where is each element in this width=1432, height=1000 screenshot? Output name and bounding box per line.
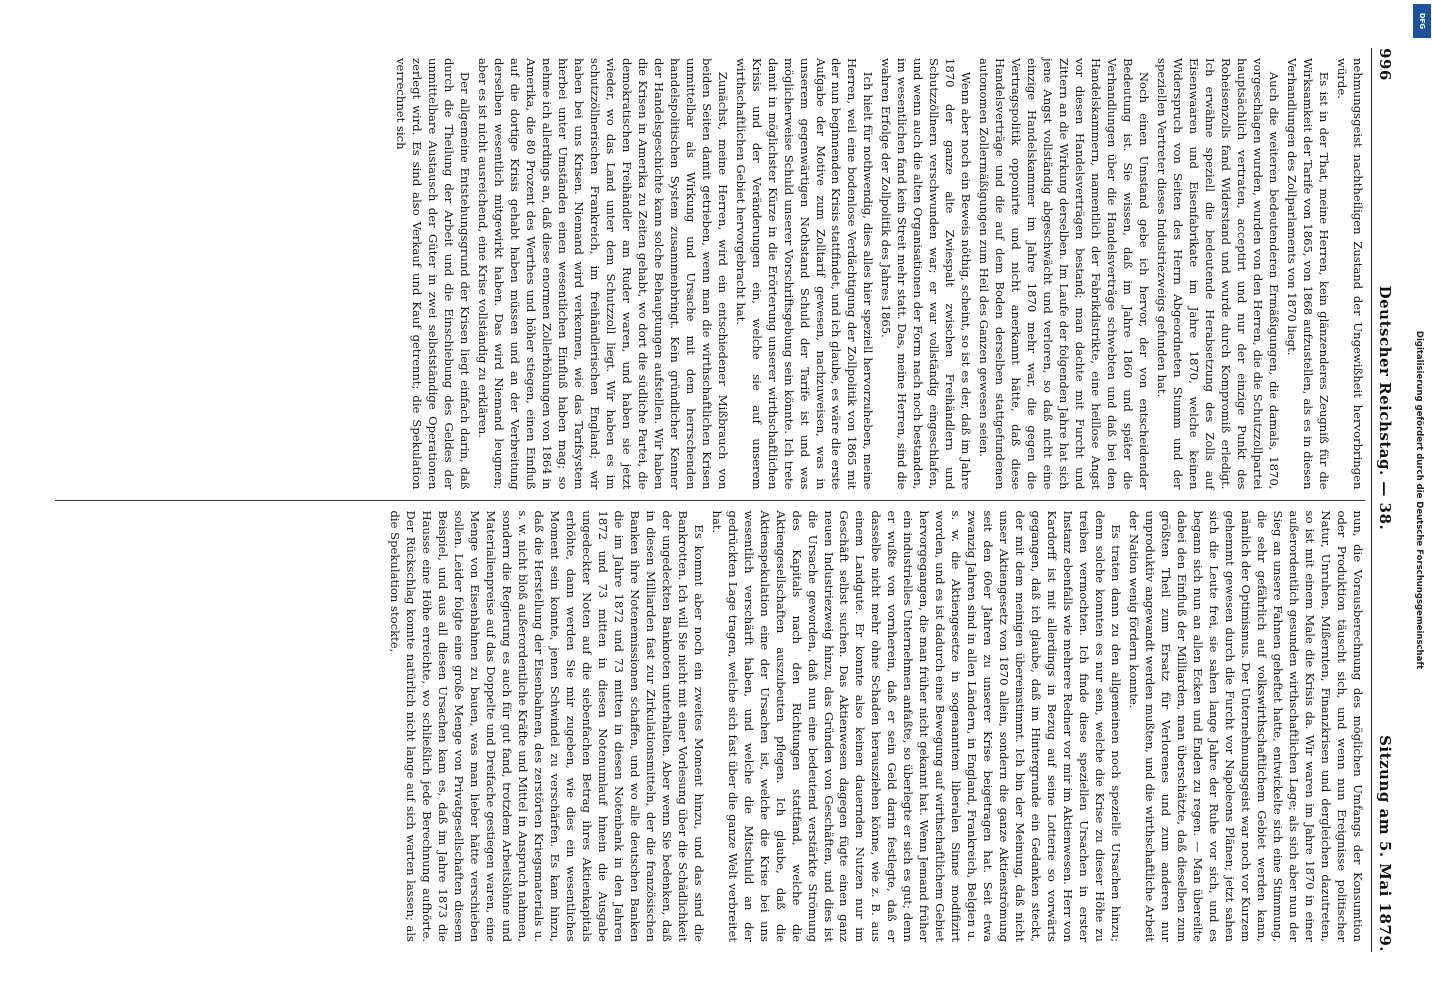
- digitization-note: [1410, 0, 1428, 1000]
- session-date: Sitzung am 5. Mai 1879.: [1376, 735, 1394, 952]
- paragraph: nun, die Vorausberechnung des möglichen Umfangs der Konsumtion oder Produktion täuscht sich, und wenn nun Ereignisse politischer Natur, Unruhen, Mißernten, Finanzkrisen und dergleichen dazutreten, so ist mit einem Male die Krisis da. Wir waren im Jahre 1870 in einer außerordentlich gesunden wirthschaftlichen Lage; als sich aber nun der Sieg an unsere Fahnen geheftet hatte, entwickelte sich eine Stimmung, die sehr gefährlich auf volkswirthschaftlichem Gebiet werden kann, nämlich der Optimismus. Der Unternehmungsgeist war noch vor Kurzem gehemmt gewesen durch die Furcht vor Napoleons Plänen; jetzt sahen sich die Leute frei, sie sahen lange Jahre der Ruhe vor sich, und es begann sich nun an allen Ecken und Enden zu regen. — Man übereilte dabei den Einfluß der Milliarden, man überschätzte, daß dieselben zum größten Theil zum Ersatz für Verlorenes und zum anderen nur unproduktiv angewandt werden mußten, und die wirthschaftliche Arbeit der Nation wenig fördern konnte.: [1127, 510, 1365, 942]
- rotated-page: [26, 30, 1406, 970]
- page-header: [1371, 48, 1394, 952]
- dfg-logo-text: DFG: [1418, 12, 1426, 30]
- paragraph: Der allgemeine Entstehungsgrund der Krisen liegt einfach darin, daß durch die Theilung der Arbeit und die Einschiebung des Geldes der unmittelbare Austausch der Güter in zwei selbstständige Operationen zerlegt wird. Es sind also Verkauf und Kauf getrennt; die Spekulation verrechnet sich: [393, 58, 472, 490]
- text-columns: [55, 48, 1365, 952]
- paragraph: Auch die weiteren bedeutenderen Ermäßigungen, die damals, 1870, vorgeschlagen wurden, wurden von den Herren, die die Schutzzollpartei hauptsächlich vertraten, acceptirt und nur der einzige Punkt des Roheisenzolls fand Widerstand und wurde durch Kompromiß erledigt. Ich erwähne speziell die bedeutende Herabsetzung des Zolls auf Eisenwaaren und Eisenfabrikate im Jahre 1870, welche keinen Widerspruch von Seiten des Herrn Abgeordneten Stumm und der speziellen Vertreter dieses Industriezweigs gefunden hat.: [1155, 58, 1282, 490]
- paragraph: Noch einen Umstand gebe ich hervor, der von entscheidender Bedeutung ist. Sie wissen, daß im Jahre 1860 und später die Verhandlungen über die Handelsverträge schwebten und daß bei den Handelskammern, namentlich der Fabrikdistrikte, eine heillose Angst vor diesen Handelsverträgen bestand; man dachte mit Furcht und Zittern an die Wirkung derselben. Im Laufe der folgenden Jahre hat sich jene Angst vollständig abgeschwächt und verloren, so daß nicht eine einzige Handelskammer im Jahre 1870 mehr war, die gegen die Vertragspolitik opponirte und nicht anerkannt hätte, daß diese Handelsverträge und die auf dem Boden derselben stattgefundenen autonomen Zollermäßigungen zum Heil des Ganzen gewesen seien.: [977, 58, 1152, 490]
- paragraph: Wenn aber noch ein Beweis nöthig, scheint, so ist es der, daß im Jahre 1870 der ganze alte Zwiespalt zwischen Freihändlern und Schutzzöllnern verschwunden war; er war vollständig eingeschlafen, und wenn auch die alten Organisationen der Form nach noch bestanden, im wesentlichen fand kein Streit mehr statt. Das, meine Herren, sind die wahren Erfolge der Zollpolitik des Jahres 1865.: [879, 58, 974, 490]
- paragraph: Ich hielt für nothwendig, dies alles hier speziell hervorzuheben, meine Herren, weil eine bodenlose Verdächtigung der Zollpolitik von 1865 mit der nun beginnenden Krisis stattfindet, und ich glaube, es wäre die erste Aufgabe der Motive zum Zolltarif gewesen, nachzuweisen, was in unserem gegenwärtigen Nothstand Schuld der Tarife ist und was möglicherweise Schuld unserer Vorschriftsgebung sein könnte. Ich trete damit in möglichster Kürze in die Erörterung unserer wirthschaftlichen Krisis und der Veränderungen ein, welche sie auf unserem wirthschaftlichen Gebiet hervorgebracht hat.: [733, 58, 876, 490]
- publication-title: Deutscher Reichstag. — 38.: [1376, 285, 1394, 531]
- paragraph: Es traten dann zu den allgemeinen noch spezielle Ursachen hinzu; denn solche konnten es nur sein, welche die Krise zu dieser Höhe zu treiben vermochten. Ich finde diese speziellen Ursachen in erster Instanz ebenfalls wie mehrere Redner vor mir im Aktienwesen. Herr von Kardorff ist mit allerdings in Bezug auf seine Lotterie so vorwärts gegangen, daß ich glaube, daß im Hintergrunde ein Gedanken steckt, der mit dem meinigen übereinstimmt. Ich bin der Meinung, daß nicht unser Aktiengesetz von 1870 allein, sondern die ganze Aktienströmung seit den 60er Jahren zu unserer Krise beigetragen hat. Seit etwa zwanzig Jahren sind in allen Ländern, in England, Frankreich, Belgien u. s. w. die Aktiengesetze in sogenanntem liberalen Sinne modifizirt worden, und es ist dadurch eine Bewegung auf wirthschaftlichem Gebiet hervorgegangen, die man früher nicht gekannt hat. Wenn Jemand früher ein industrielles Unternehmen anfaßte, so überlegte er sich es gut; denn er wußte von vornherein, daß er sein Geld darin festlegte, daß er dasselbe nicht mehr ohne Schaden herausziehen könne, wie z. B. aus einem Landgute. Er konnte also keinen dauernden Nutzen nur im Geschäft selbst suchen. Das Aktienwesen dagegen fügte einen ganz neuen Industriezweig hinzu, das Gründen von Geschäften, und dies ist die Ursache geworden, daß nun eine bedeutend verstärkte Strömung des Kapitals nach den Richtungen stattfand, welche die Aktiengesellschaften auszubeuten pflegen. Ich glaube, daß die Aktienspekulation eine der Ursachen ist, welche die Krise bei uns wesentlich verschärft haben, und welche die Mitschuld an der gedrückten Lage tragen, welche sich fast über die ganze Welt verbreitet hat.: [709, 510, 1124, 942]
- paragraph: Es ist in der That, meine Herren, kein glänzenderes Zeugniß für die Wirksamkeit der Tarife von 1865, von 1868 aufzustellen, als es in diesen Verhandlungen des Zollparlaments von 1870 liegt.: [1285, 58, 1332, 490]
- page-number: 996: [1376, 48, 1394, 81]
- text-column-right: [55, 500, 1365, 953]
- digitization-note-text: Digitalisierung gefördert durch die Deutsche Forschungsgemeinschaft: [1414, 330, 1425, 670]
- paragraph: Zunächst, meine Herren, wird ein entschiedener Mißbrauch von beiden Seiten damit getrieben, wenn man die wirthschaftlichen Krisen unmittelbar als Wirkung und Ursache mit dem herrschenden handelspolitischen System zusammenbringt. Kein gründlicher Kenner der Handelsgeschichte kann solche Behauptungen aufstellen. Wir haben die Krisen in Amerika zu Zeiten gehabt, wo dort die südliche Partei, die demokratischen Freihändler am Ruder waren, und haben sie jetzt wieder, wo das Land unter dem Schutzzoll liegt. Wir haben es im schutzzöllnerischen Frankreich, im freihändlerischen England; wir haben bei uns Krisen. Niemand wird verkennen, wie das Tarifsystem hierbei unter Umständen einen wesentlichen Einfluß haben mag; so nehme ich allerdings an, daß diese enormen Zollerhöhungen von 1864 in Amerika, die 80 Prozent des Werthes und höher stiegen, einen Einfluß auf die dortige Krisis gehabt haben müssen und an der Verbreitung derselben wesentlich mitgewirkt haben. Das wird Niemand leugnen; aber es ist nicht ausreichend, eine Krise vollständig zu erklären.: [475, 58, 730, 490]
- paragraph: nehmungsgeist nachtheiligen Zustand der Ungewißheit hervorbringen würde.: [1335, 58, 1365, 490]
- paragraph: Es kommt aber noch ein zweites Moment hinzu, und das sind die Bankrotten. Ich will Sie nicht mit einer Vorlesung über die Schädlichkeit der ungedeckten Banknoten unterhalten. Aber wenn Sie bedenken, daß in diesen Milliarden fast zur Zirkulationsmitteln, der die französischen Banken ihre Notenemissionen schaffen, und wo alle deutschen Banken die im Jahre 1872 und 73 mitten in diesen Notenbank in den Jahren 1872 und 73 mitten in diesen Notenumlauf hinein die Ausgabe ungedeckter Noten auf die siebenfachen Betrag ihres Aktienkapitals erhöhte, dann werden Sie mir zugeben, wie dies ein wesentliches Moment sein konnte, jenen Schwindel zu verschärfen. Es kam hinzu, daß die Herstellung der Eisenbahnen, des zerstörten Kriegsmaterials u. s. w. nicht bloß außerordentliche Kräfte und Mittel in Anspruch nahmen, sondern die Regierung es auch für gut fand, trotzdem Arbeitslöhne und Materialienpreise auf das Doppelte und Dreifache gestiegen waren, eine Menge von Eisenbahnen zu bauen, was man lieber hätte verschieben sollen. Leider folgte eine große Menge von Privatgesellschaften diesem Beispiel, und aus all diesen Ursachen kam es, daß im Jahre 1873 die Hausse eine Höhe erreichte, wo schließlich jede Berechnung aufhörte. Der Rückschlag konnte natürlich nicht lange auf sich warten lassen; als die Spekulation stockte,: [387, 510, 706, 942]
- text-column-left: [55, 48, 1365, 500]
